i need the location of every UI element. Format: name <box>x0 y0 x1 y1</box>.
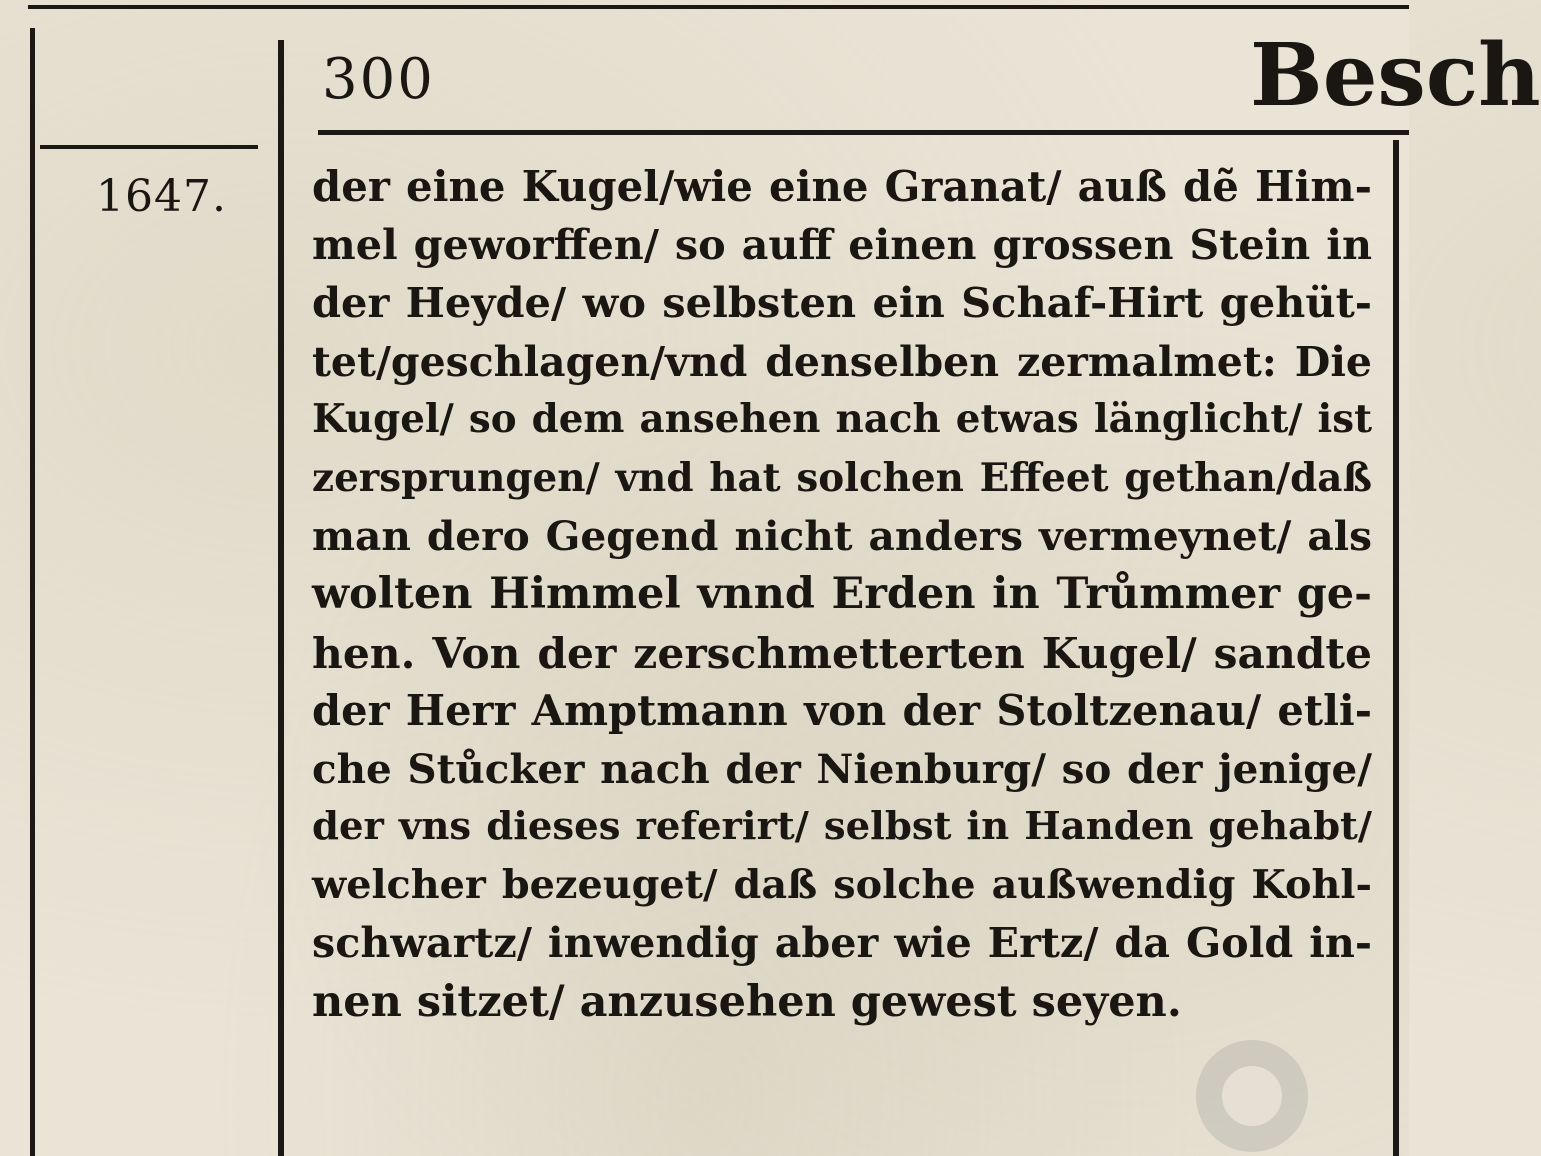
text-line: Kugel/ so dem ansehen nach etwas länglicht/ ist <box>312 396 1372 442</box>
text-line: der eine Kugel/wie eine Granat/ auß dẽ Him- <box>312 162 1372 211</box>
running-head: Besch <box>1250 25 1541 126</box>
margin-column-divider <box>278 40 284 1156</box>
margin-header-rule <box>40 145 258 149</box>
text-line: der Herr Amptmann von der Stoltzenau/ etli- <box>312 685 1372 735</box>
text-line: nen sitzet/ anzusehen gewest seyen. <box>312 976 1182 1027</box>
text-line: zersprungen/ vnd hat solchen Effeet gethan/daß <box>312 454 1372 501</box>
text-line: der Heyde/ wo selbsten ein Schaf-Hirt gehüt- <box>312 278 1372 328</box>
right-border-line <box>1393 140 1399 1156</box>
text-line: man dero Gegend nicht anders vermeynet/ als <box>312 512 1372 561</box>
text-line: welcher bezeuget/ daß solche außwendig Kohl- <box>312 862 1372 909</box>
text-line: che Stůcker nach der Nienburg/ so der jenige/ <box>312 744 1372 793</box>
text-line: hen. Von der zerschmetterten Kugel/ sandte <box>312 627 1372 678</box>
page-number: 300 <box>322 47 435 112</box>
text-line: der vns dieses referirt/ selbst in Handen gehabt/ <box>312 804 1372 850</box>
body-text <box>312 158 1372 1031</box>
text-line: mel geworffen/ so auff einen grossen Stein in <box>312 220 1372 270</box>
header-rule <box>318 130 1409 135</box>
text-line: wolten Himmel vnnd Erden in Trůmmer ge- <box>312 569 1372 620</box>
text-line: tet/geschlagen/vnd denselben zermalmet: Die <box>312 337 1372 386</box>
watermark-stamp <box>1196 1040 1308 1152</box>
left-border-line <box>30 28 35 1156</box>
text-line: schwartz/ inwendig aber wie Ertz/ da Gold in- <box>312 918 1372 968</box>
outer-top-rule <box>28 5 1409 9</box>
margin-year-note: 1647. <box>96 171 227 222</box>
